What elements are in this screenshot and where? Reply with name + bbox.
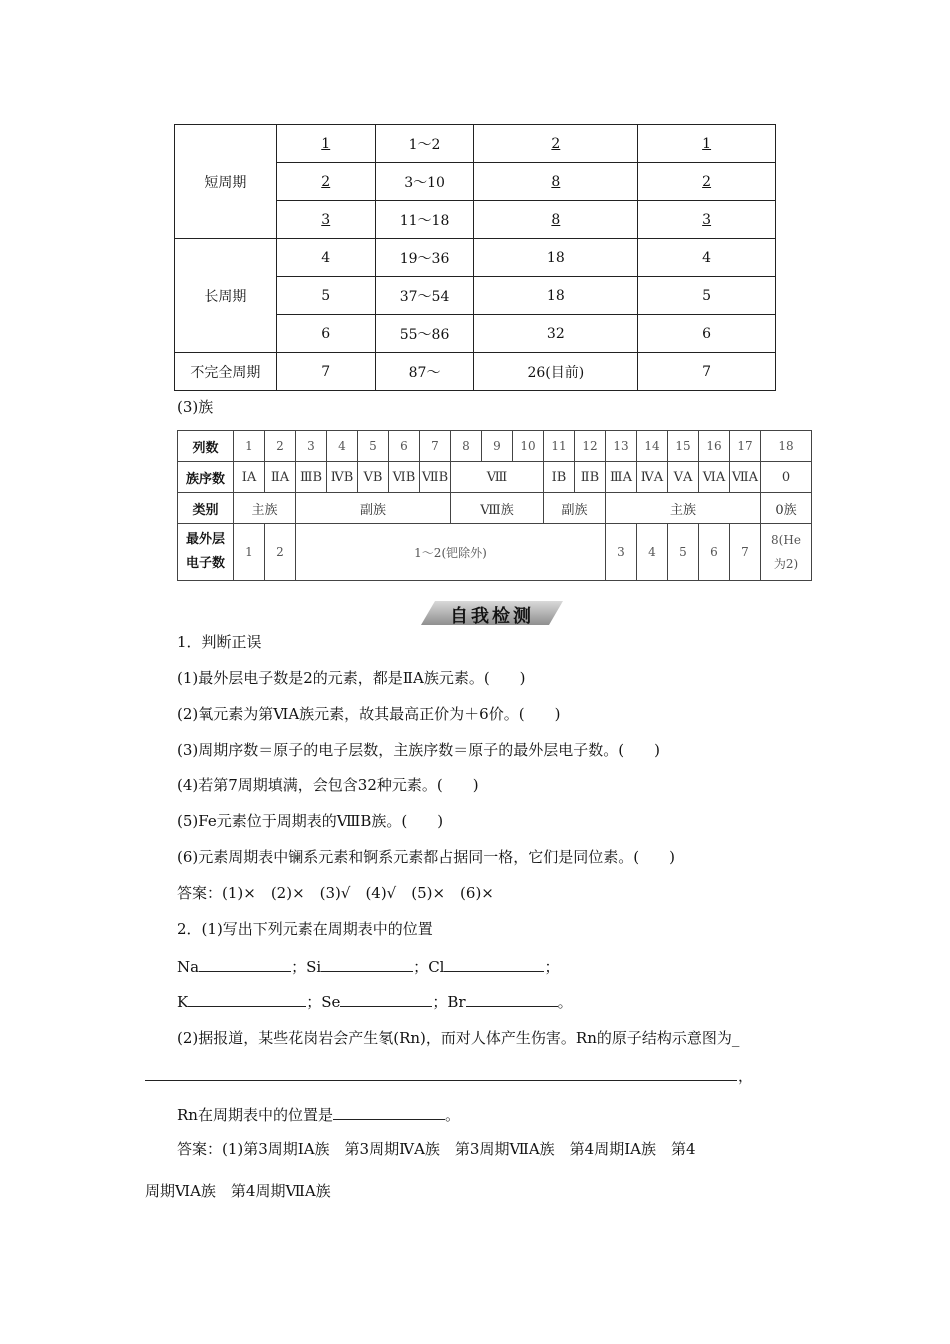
group-label: ⅤB: [358, 462, 389, 493]
banner-title: 自我检测: [450, 606, 534, 627]
row-header: 类别: [178, 493, 234, 524]
electron-layers: 1: [702, 135, 712, 152]
rn-position-label: Rn在周期表中的位置是: [177, 1106, 333, 1124]
element-count: 26(目前): [474, 353, 638, 391]
element-br: Br: [447, 993, 466, 1011]
element-count: 8: [551, 173, 561, 190]
group-label: ⅢA: [606, 462, 637, 493]
column-number: 4: [327, 431, 358, 462]
electron-layers: 2: [702, 173, 712, 190]
group-label: ⅦA: [730, 462, 761, 493]
element-se: Se: [321, 993, 341, 1011]
column-number: 18: [761, 431, 812, 462]
row-header: 列数: [178, 431, 234, 462]
column-number: 17: [730, 431, 761, 462]
electron-count: 7: [730, 524, 761, 581]
column-number: 12: [575, 431, 606, 462]
element-count: 32: [474, 315, 638, 353]
period-number: 5: [276, 277, 375, 315]
group-label: Ⅷ: [451, 462, 544, 493]
atomic-number-range: 11～18: [375, 201, 474, 239]
electron-count: 1～2(钯除外): [296, 524, 606, 581]
electron-layers: 7: [638, 353, 776, 391]
atomic-number-range: 37～54: [375, 277, 474, 315]
element-cl: Cl: [428, 958, 445, 976]
category-cell: 主族: [606, 493, 761, 524]
q2-title: 2．(1)写出下列元素在周期表中的位置: [177, 920, 433, 938]
answer-blank[interactable]: [466, 991, 558, 1007]
electron-count: 4: [637, 524, 668, 581]
period-number: 1: [321, 135, 331, 152]
q1-item: (1)最外层电子数是2的元素，都是ⅡA族元素。( ): [177, 669, 526, 687]
element-count: 2: [551, 135, 561, 152]
q1-answer: 答案：(1)× (2)× (3)√ (4)√ (5)× (6)×: [177, 884, 494, 902]
q1-item: (3)周期序数＝原子的电子层数，主族序数＝原子的最外层电子数。( ): [177, 741, 660, 759]
periods-table: [174, 124, 776, 391]
period-category: 不完全周期: [175, 353, 277, 391]
table-row: [175, 125, 776, 163]
element-si: Si: [306, 958, 322, 976]
q1-item: (6)元素周期表中镧系元素和锕系元素都占据同一格，它们是同位素。( ): [177, 848, 675, 866]
row-header: 最外层 电子数: [178, 524, 234, 581]
table-row: [178, 462, 812, 493]
electron-count: 2: [265, 524, 296, 581]
answer-blank[interactable]: [333, 1104, 445, 1120]
column-number: 6: [389, 431, 420, 462]
element-count: 18: [474, 239, 638, 277]
column-number: 16: [699, 431, 730, 462]
category-cell: Ⅷ族: [451, 493, 544, 524]
comma: ，: [738, 1067, 754, 1085]
answer-blank-long[interactable]: [145, 1080, 737, 1081]
groups-table: [177, 430, 812, 581]
q1-item: (2)氧元素为第ⅥA族元素，故其最高正价为＋6价。( ): [177, 705, 561, 723]
group-label: 0: [761, 462, 812, 493]
period-number: 6: [276, 315, 375, 353]
group-label: ⅥA: [699, 462, 730, 493]
electron-count: 3: [606, 524, 637, 581]
element-na: Na: [177, 958, 200, 976]
period-number: 7: [276, 353, 375, 391]
answer-blank[interactable]: [444, 956, 544, 972]
table-row: [178, 493, 812, 524]
table-row: [178, 524, 812, 581]
group-label: ⅤA: [668, 462, 699, 493]
group-label: ⅥB: [389, 462, 420, 493]
table-row: [178, 431, 812, 462]
section-banner: [421, 599, 563, 627]
column-number: 11: [544, 431, 575, 462]
column-number: 13: [606, 431, 637, 462]
electron-layers: 5: [638, 277, 776, 315]
column-number: 14: [637, 431, 668, 462]
answer-blank[interactable]: [199, 956, 291, 972]
electron-count: 8(He 为2): [761, 524, 812, 581]
row-header: 族序数: [178, 462, 234, 493]
period-number: 3: [321, 211, 331, 228]
category-cell: 副族: [544, 493, 606, 524]
q2-answer-line1: 答案：(1)第3周期ⅠA族 第3周期ⅣA族 第3周期ⅦA族 第4周期ⅠA族 第4: [177, 1140, 696, 1158]
electron-layers: 3: [702, 211, 712, 228]
electron-count: 5: [668, 524, 699, 581]
atomic-number-range: 19～36: [375, 239, 474, 277]
answer-blank[interactable]: [321, 956, 413, 972]
column-number: 5: [358, 431, 389, 462]
column-number: 7: [420, 431, 451, 462]
category-cell: 主族: [234, 493, 296, 524]
column-number: 8: [451, 431, 482, 462]
q2-part2: (2)据报道，某些花岗岩会产生氡(Rn)，而对人体产生伤害。Rn的原子结构示意图为_: [177, 1029, 740, 1047]
q2-row1: Na ；Si ；Cl ；: [177, 958, 560, 976]
answer-blank[interactable]: [188, 991, 306, 1007]
group-label: ⅣA: [637, 462, 668, 493]
element-k: K: [177, 993, 189, 1011]
period-number: 2: [321, 173, 331, 190]
section-label: (3)族: [177, 398, 214, 416]
period-category: 长周期: [175, 239, 277, 353]
period-category: 短周期: [175, 125, 277, 239]
category-cell: 副族: [296, 493, 451, 524]
electron-layers: 6: [638, 315, 776, 353]
q1-title: 1．判断正误: [177, 633, 262, 651]
group-label: ⅡB: [575, 462, 606, 493]
q1-item: (4)若第7周期填满，会包含32种元素。( ): [177, 776, 479, 794]
group-label: ⅡA: [265, 462, 296, 493]
group-label: ⅠB: [544, 462, 575, 493]
atomic-number-range: 3～10: [375, 163, 474, 201]
atomic-number-range: 1～2: [375, 125, 474, 163]
electron-count: 1: [234, 524, 265, 581]
group-label: ⅢB: [296, 462, 327, 493]
atomic-number-range: 55～86: [375, 315, 474, 353]
q2-rn-line: Rn在周期表中的位置是 。: [177, 1106, 460, 1124]
table-row: [175, 353, 776, 391]
period-number: 4: [276, 239, 375, 277]
element-count: 8: [551, 211, 561, 228]
element-count: 18: [474, 277, 638, 315]
q1-item: (5)Fe元素位于周期表的ⅧB族。( ): [177, 812, 444, 830]
group-label: ⅠA: [234, 462, 265, 493]
table-row: [175, 239, 776, 277]
q2-row2: K ；Se ；Br 。: [177, 993, 573, 1011]
column-number: 15: [668, 431, 699, 462]
electron-layers: 4: [638, 239, 776, 277]
group-label: ⅦB: [420, 462, 451, 493]
column-number: 2: [265, 431, 296, 462]
category-cell: 0族: [761, 493, 812, 524]
column-number: 10: [513, 431, 544, 462]
electron-count: 6: [699, 524, 730, 581]
answer-blank[interactable]: [340, 991, 432, 1007]
group-label: ⅣB: [327, 462, 358, 493]
column-number: 1: [234, 431, 265, 462]
atomic-number-range: 87～: [375, 353, 474, 391]
column-number: 3: [296, 431, 327, 462]
q2-answer-line2: 周期ⅥA族 第4周期ⅦA族: [145, 1182, 331, 1200]
column-number: 9: [482, 431, 513, 462]
